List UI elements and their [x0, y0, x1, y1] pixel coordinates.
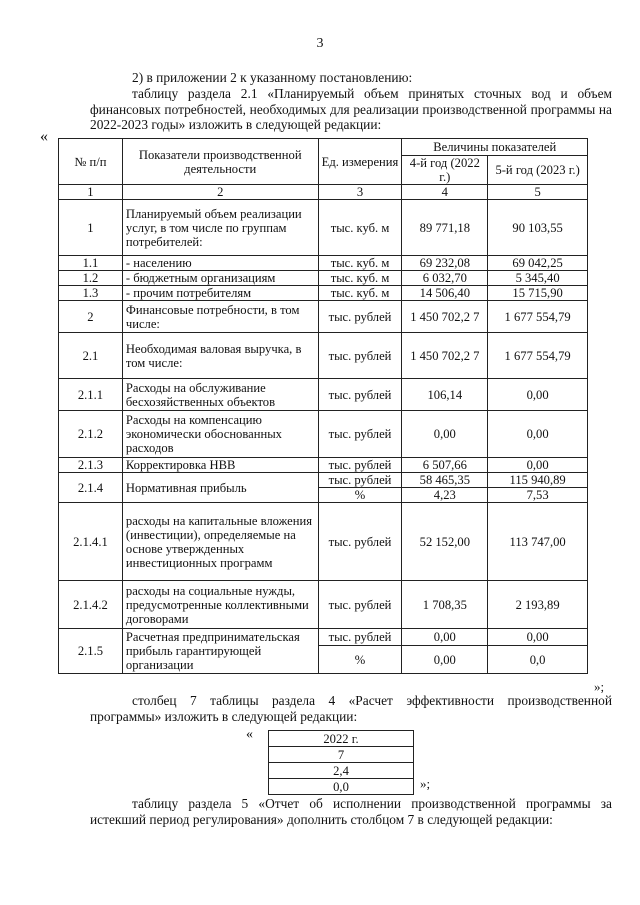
section5-paragraph: таблицу раздела 5 «Отчет об исполнении производственной программы за истекший период регулирования» дополнить столбцом 7 в следующей редакции:: [90, 796, 612, 827]
table-row: [59, 411, 588, 458]
row-value-2023: 7,53: [488, 488, 588, 503]
row-value-2023: 69 042,25: [488, 256, 588, 271]
quote-open: «: [40, 128, 48, 145]
row-value-2023: 1 677 554,79: [488, 301, 588, 333]
row-value-2023: 0,0: [488, 646, 588, 674]
row-unit: тыс. куб. м: [318, 271, 402, 286]
row-num: 1.2: [59, 271, 123, 286]
row-unit: тыс. рублей: [318, 581, 402, 629]
col-number: 1: [59, 185, 123, 200]
table-row: [59, 473, 588, 488]
row-unit: тыс. рублей: [318, 629, 402, 646]
small-quote-open: «: [246, 727, 253, 742]
row-num: 1: [59, 200, 123, 256]
header-year4: 4-й год (2022 г.): [402, 156, 488, 185]
small-quote-close: »;: [420, 776, 431, 791]
row-value-2022: 14 506,40: [402, 286, 488, 301]
row-unit: тыс. куб. м: [318, 256, 402, 271]
row-value-2023: 113 747,00: [488, 503, 588, 581]
row-name: Планируемый объем реализации услуг, в том числе по группам потребителей:: [122, 200, 318, 256]
row-num: 2.1.5: [59, 629, 123, 674]
row-unit: тыс. куб. м: [318, 200, 402, 256]
row-num: 2.1.1: [59, 379, 123, 411]
row-num: 1.3: [59, 286, 123, 301]
table-row: [59, 200, 588, 256]
row-value-2022: 1 708,35: [402, 581, 488, 629]
row-num: 2.1.4: [59, 473, 123, 503]
indicators-table: [58, 138, 588, 674]
row-name: Расчетная предпринимательская прибыль гарантирующей организации: [122, 629, 318, 674]
row-unit: тыс. рублей: [318, 473, 402, 488]
row-value-2023: 115 940,89: [488, 473, 588, 488]
row-name: расходы на капитальные вложения (инвестиции), определяемые на основе утвержденных инвестиционных программ: [122, 503, 318, 581]
table-row: [59, 581, 588, 629]
row-value-2022: 69 232,08: [402, 256, 488, 271]
intro-line: 2) в приложении 2 к указанному постановлению:: [132, 70, 413, 85]
row-unit: тыс. рублей: [318, 458, 402, 473]
row-unit: %: [318, 646, 402, 674]
row-value-2023: 1 677 554,79: [488, 333, 588, 379]
row-value-2022: 0,00: [402, 646, 488, 674]
column7-cell: 0,0: [269, 779, 414, 795]
table-row: [59, 458, 588, 473]
row-value-2023: 15 715,90: [488, 286, 588, 301]
row-unit: %: [318, 488, 402, 503]
row-unit: тыс. рублей: [318, 333, 402, 379]
row-name: Корректировка НВВ: [122, 458, 318, 473]
row-value-2022: 0,00: [402, 629, 488, 646]
row-value-2022: 1 450 702,2 7: [402, 301, 488, 333]
row-name: Финансовые потребности, в том числе:: [122, 301, 318, 333]
header-values-group: Величины показателей: [402, 139, 588, 156]
table-row: [59, 256, 588, 271]
row-value-2022: 106,14: [402, 379, 488, 411]
row-value-2022: 6 032,70: [402, 271, 488, 286]
header-year5: 5-й год (2023 г.): [488, 156, 588, 185]
page-number: 3: [316, 36, 324, 51]
table-row: [59, 301, 588, 333]
column7-cell: 2022 г.: [269, 731, 414, 747]
row-value-2023: 0,00: [488, 379, 588, 411]
row-num: 2.1: [59, 333, 123, 379]
row-unit: тыс. рублей: [318, 503, 402, 581]
quote-close: »;: [594, 679, 605, 694]
row-value-2023: 0,00: [488, 629, 588, 646]
row-name: Нормативная прибыль: [122, 473, 318, 503]
table-row: [59, 271, 588, 286]
row-name: - бюджетным организациям: [122, 271, 318, 286]
row-num: 2.1.3: [59, 458, 123, 473]
row-value-2022: 1 450 702,2 7: [402, 333, 488, 379]
row-num: 2.1.4.2: [59, 581, 123, 629]
table-row: [59, 333, 588, 379]
row-unit: тыс. рублей: [318, 411, 402, 458]
row-name: - населению: [122, 256, 318, 271]
column7-cell: 2,4: [269, 763, 414, 779]
row-num: 2: [59, 301, 123, 333]
row-name: Расходы на компенсацию экономически обоснованных расходов: [122, 411, 318, 458]
row-name: - прочим потребителям: [122, 286, 318, 301]
column7-table: [268, 730, 414, 795]
row-value-2022: 4,23: [402, 488, 488, 503]
header-unit: Ед. измерения: [318, 139, 402, 185]
header-num: № п/п: [59, 139, 123, 185]
row-value-2023: 90 103,55: [488, 200, 588, 256]
row-value-2023: 5 345,40: [488, 271, 588, 286]
table-row: [59, 379, 588, 411]
row-value-2022: 52 152,00: [402, 503, 488, 581]
row-unit: тыс. рублей: [318, 301, 402, 333]
col-number: 2: [122, 185, 318, 200]
row-value-2023: 0,00: [488, 458, 588, 473]
row-unit: тыс. куб. м: [318, 286, 402, 301]
table-row: [59, 286, 588, 301]
row-value-2023: 2 193,89: [488, 581, 588, 629]
col-number: 4: [402, 185, 488, 200]
row-value-2022: 6 507,66: [402, 458, 488, 473]
row-value-2022: 58 465,35: [402, 473, 488, 488]
row-name: расходы на социальные нужды, предусмотренные коллективными договорами: [122, 581, 318, 629]
intro-paragraph: таблицу раздела 2.1 «Планируемый объем принятых сточных вод и объем финансовых потребностей, необходимых для реализации производственной программы на 2022-2023 годы» изложить в следующей редакции:: [90, 86, 612, 133]
header-indicator: Показатели производственной деятельности: [122, 139, 318, 185]
col-number: 3: [318, 185, 402, 200]
row-value-2022: 89 771,18: [402, 200, 488, 256]
row-num: 1.1: [59, 256, 123, 271]
table-row: [59, 503, 588, 581]
row-value-2022: 0,00: [402, 411, 488, 458]
row-name: Необходимая валовая выручка, в том числе:: [122, 333, 318, 379]
col-number: 5: [488, 185, 588, 200]
row-name: Расходы на обслуживание бесхозяйственных объектов: [122, 379, 318, 411]
column7-cell: 7: [269, 747, 414, 763]
row-num: 2.1.4.1: [59, 503, 123, 581]
table-row: [59, 629, 588, 646]
row-unit: тыс. рублей: [318, 379, 402, 411]
row-value-2023: 0,00: [488, 411, 588, 458]
row-num: 2.1.2: [59, 411, 123, 458]
column7-paragraph: столбец 7 таблицы раздела 4 «Расчет эффективности производственной программы» изложить в следующей редакции:: [90, 693, 612, 724]
